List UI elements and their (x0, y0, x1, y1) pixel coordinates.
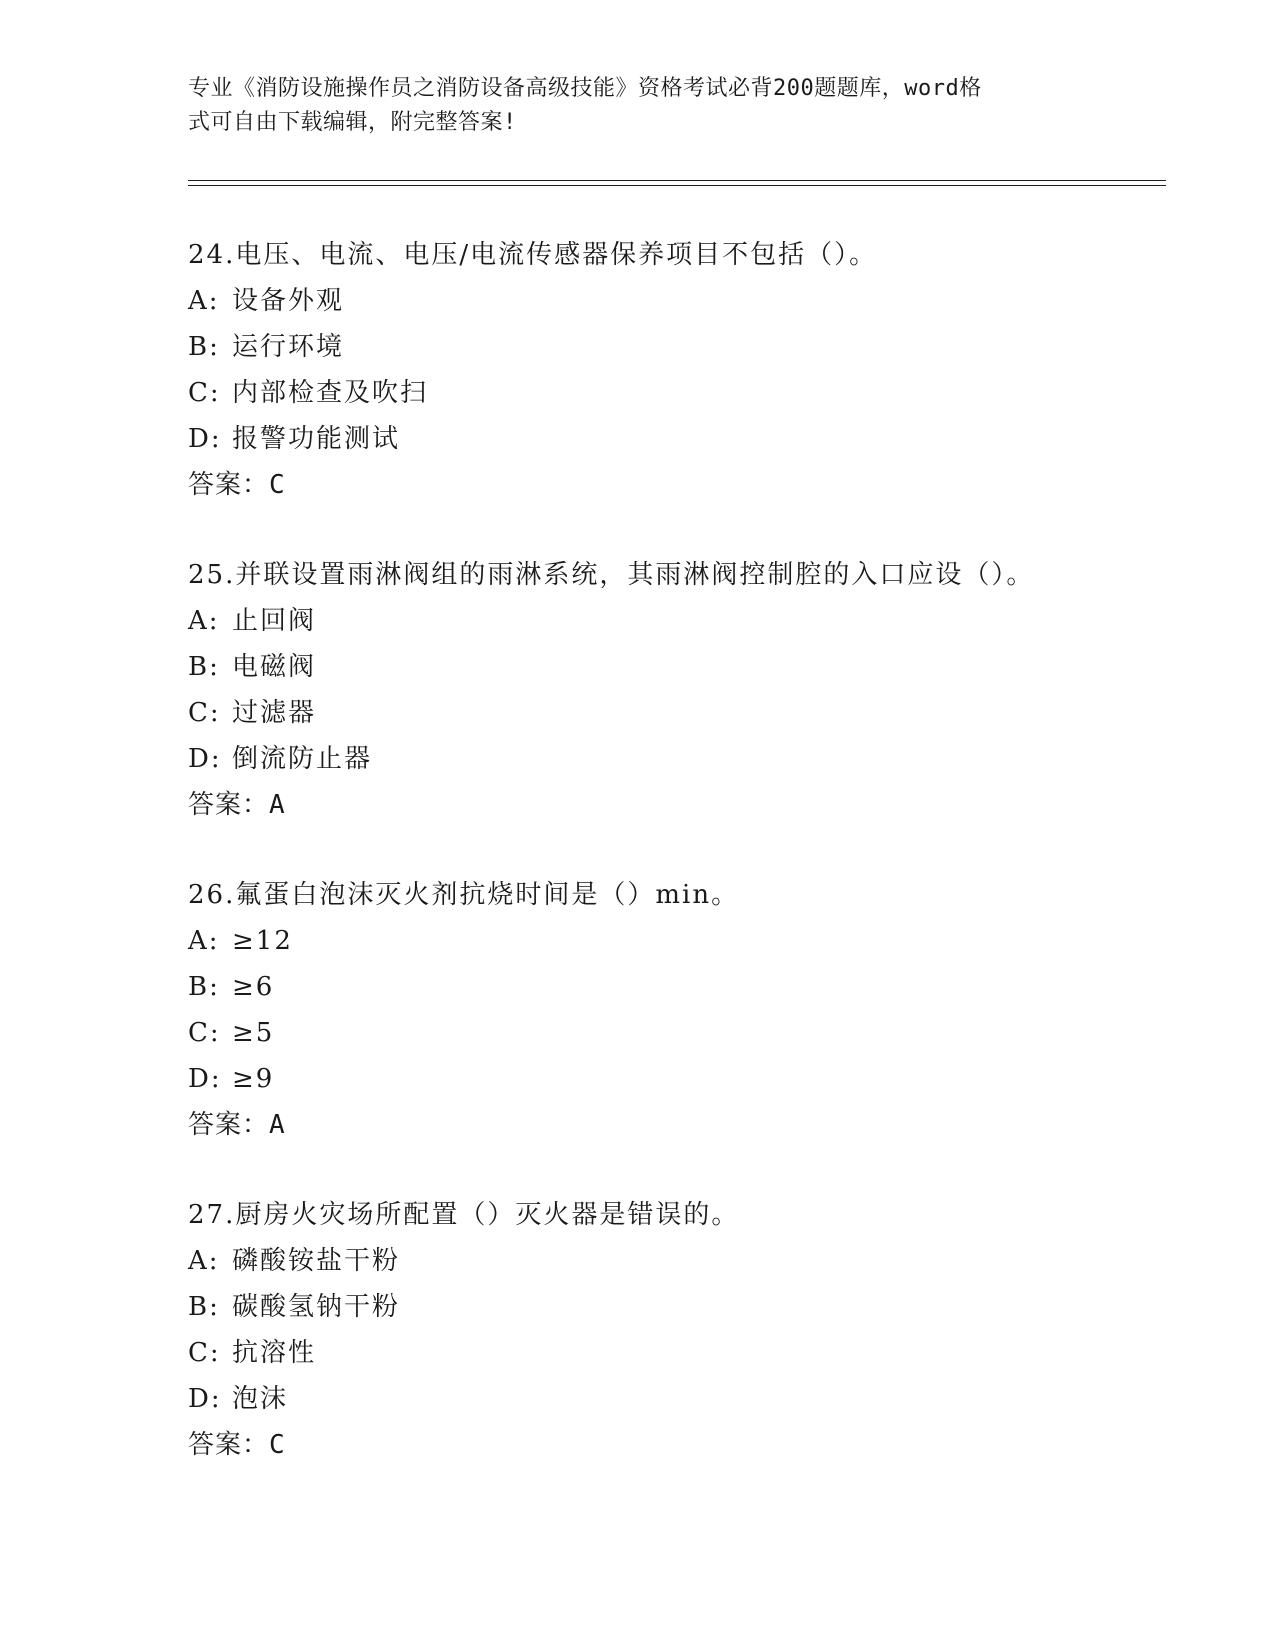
header-divider-top (188, 180, 1166, 181)
option-text: ≥5 (232, 1018, 275, 1048)
option-text: ≥9 (232, 1064, 275, 1094)
option-a (188, 278, 1188, 324)
question-title: 26.氟蛋白泡沫灭火剂抗烧时间是（）min。 (188, 880, 740, 910)
header-line-1: 专业《消防设施操作员之消防设备高级技能》资格考试必背200题题库，word格 (188, 76, 982, 101)
option-key: A: (188, 286, 220, 316)
question-block (188, 872, 1188, 1148)
option-b (188, 964, 1188, 1010)
option-key: D: (188, 424, 222, 454)
answer-value: C (269, 1430, 286, 1460)
option-b (188, 1284, 1188, 1330)
option-key: A: (188, 1246, 220, 1276)
option-text: 倒流防止器 (232, 744, 373, 774)
question-block (188, 552, 1188, 828)
option-key: D: (188, 744, 222, 774)
answer-value: A (269, 790, 286, 820)
option-d (188, 1376, 1188, 1422)
option-text: 碳酸氢钠干粉 (232, 1292, 401, 1322)
answer-label: 答案： (188, 1110, 270, 1140)
option-key: B: (188, 652, 220, 682)
option-text: 泡沫 (232, 1384, 289, 1414)
option-text: ≥6 (232, 972, 275, 1002)
answer-value: A (269, 1110, 286, 1140)
answer-line (188, 462, 1188, 508)
option-text: 设备外观 (232, 286, 345, 316)
option-a (188, 1238, 1188, 1284)
option-c (188, 1330, 1188, 1376)
header-divider-bottom (188, 185, 1166, 186)
answer-label: 答案： (188, 470, 270, 500)
option-key: A: (188, 926, 220, 956)
option-key: B: (188, 972, 220, 1002)
answer-label: 答案： (188, 790, 270, 820)
option-text: 抗溶性 (232, 1338, 317, 1368)
document-header (188, 72, 1088, 140)
option-text: 过滤器 (232, 698, 317, 728)
option-text: 止回阀 (232, 606, 317, 636)
option-key: C: (188, 378, 221, 408)
option-a (188, 598, 1188, 644)
option-text: 报警功能测试 (232, 424, 401, 454)
option-c (188, 370, 1188, 416)
question-title: 27.厨房火灾场所配置（）灭火器是错误的。 (188, 1200, 740, 1230)
option-b (188, 644, 1188, 690)
option-text: 运行环境 (232, 332, 345, 362)
option-a (188, 918, 1188, 964)
option-key: B: (188, 332, 220, 362)
option-key: A: (188, 606, 220, 636)
answer-label: 答案： (188, 1430, 270, 1460)
option-d (188, 1056, 1188, 1102)
question-block (188, 232, 1188, 508)
option-text: 磷酸铵盐干粉 (232, 1246, 401, 1276)
option-key: D: (188, 1384, 222, 1414)
question-block (188, 1192, 1188, 1468)
option-key: C: (188, 698, 221, 728)
option-text: 内部检查及吹扫 (232, 378, 429, 408)
option-key: B: (188, 1292, 220, 1322)
header-line-2: 式可自由下载编辑，附完整答案! (188, 110, 517, 135)
answer-line (188, 782, 1188, 828)
option-c (188, 1010, 1188, 1056)
option-key: C: (188, 1338, 221, 1368)
question-title: 25.并联设置雨淋阀组的雨淋系统，其雨淋阀控制腔的入口应设（）。 (188, 560, 1035, 590)
answer-line (188, 1102, 1188, 1148)
question-title: 24.电压、电流、电压/电流传感器保养项目不包括（）。 (188, 240, 878, 270)
option-key: D: (188, 1064, 222, 1094)
option-d (188, 416, 1188, 462)
option-key: C: (188, 1018, 221, 1048)
option-text: ≥12 (232, 926, 293, 956)
option-text: 电磁阀 (232, 652, 317, 682)
option-d (188, 736, 1188, 782)
answer-line (188, 1422, 1188, 1468)
answer-value: C (269, 470, 286, 500)
option-c (188, 690, 1188, 736)
option-b (188, 324, 1188, 370)
